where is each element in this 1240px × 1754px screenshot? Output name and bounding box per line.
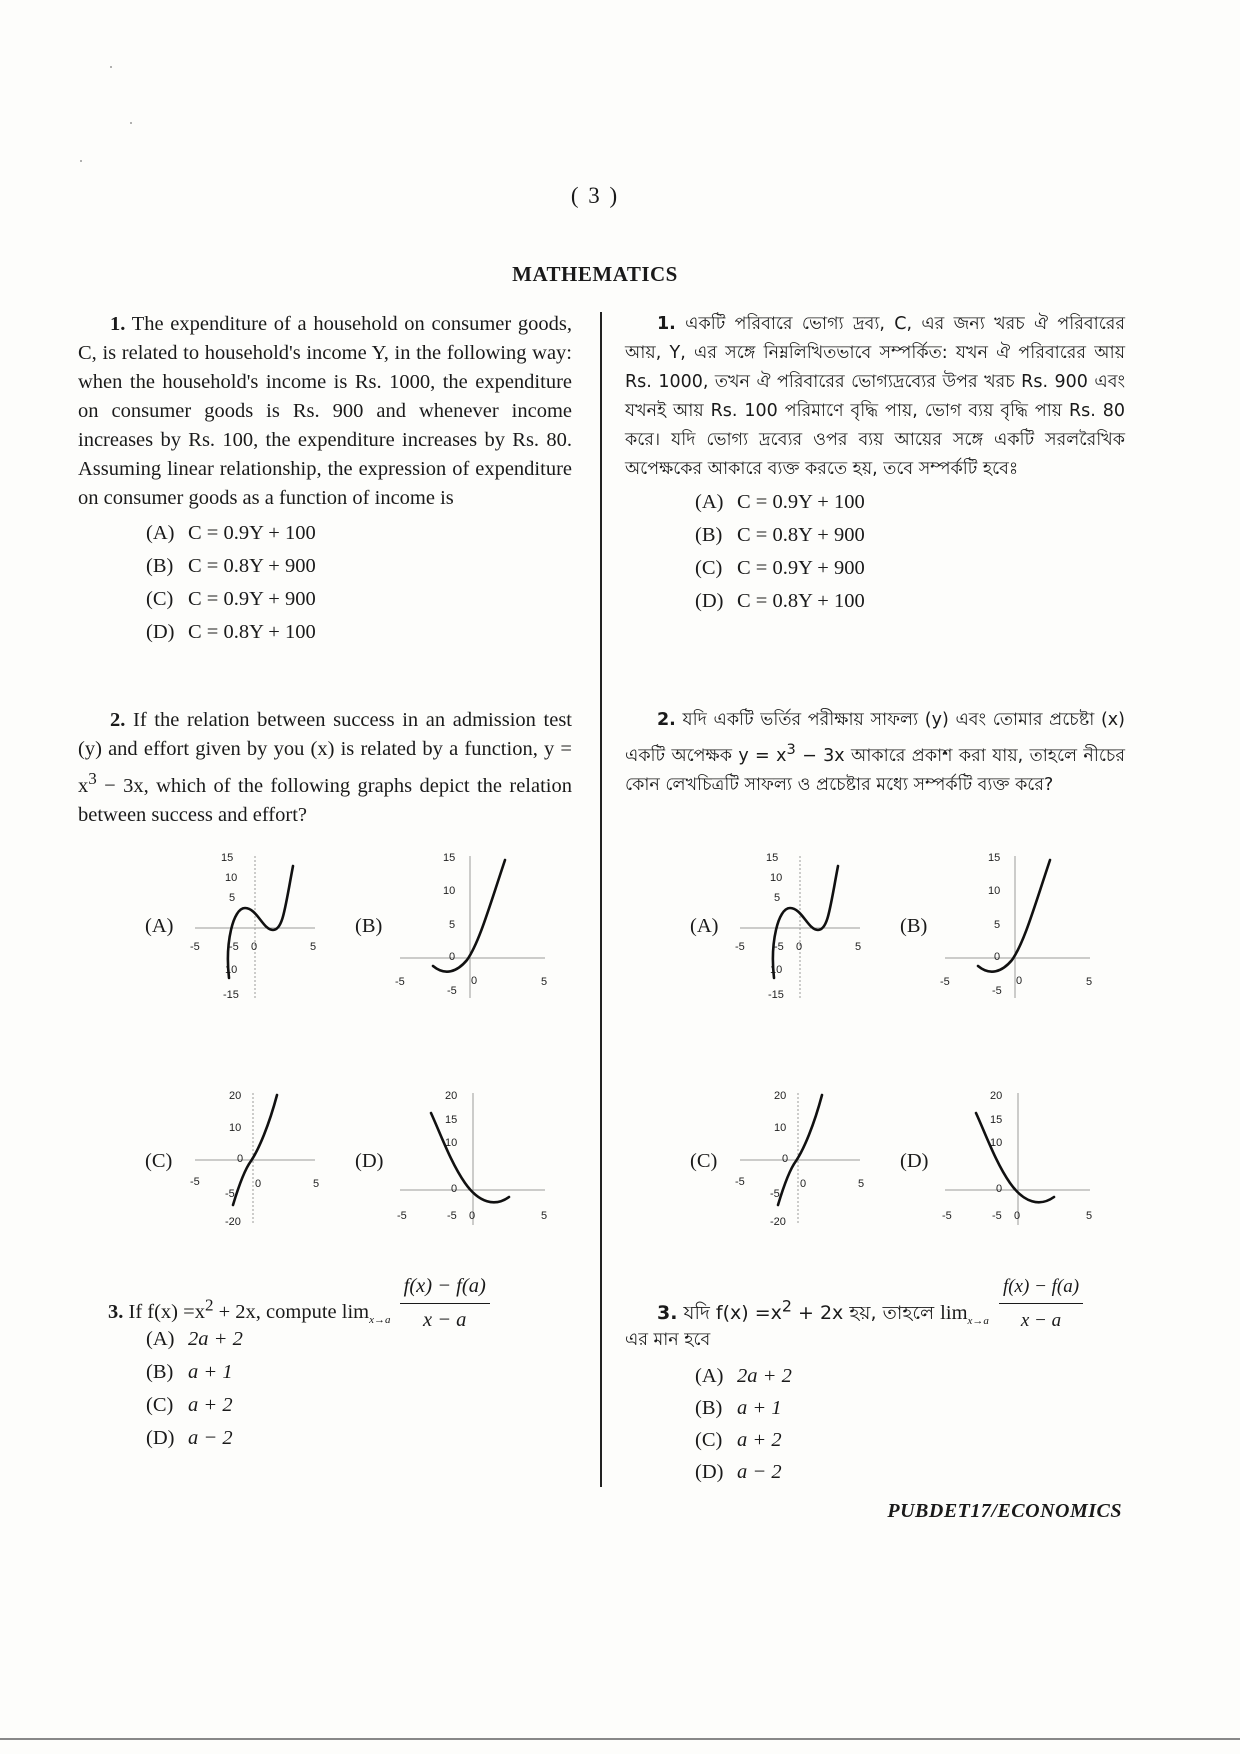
tick-label: 5 xyxy=(1086,976,1093,988)
tick-label: -5 xyxy=(735,941,745,953)
tick-label: -5 xyxy=(940,976,950,988)
option-c[interactable]: (C) a + 2 xyxy=(695,1429,782,1451)
graph-c[interactable] xyxy=(185,1085,325,1235)
option-b[interactable]: (B) a + 1 xyxy=(146,1361,233,1383)
tick-label: 0 xyxy=(782,1153,789,1165)
column-divider xyxy=(600,312,602,1487)
tick-label: -15 xyxy=(223,989,239,1001)
tick-label: 5 xyxy=(1086,1210,1093,1222)
options-list xyxy=(146,517,572,649)
tick-label: -20 xyxy=(225,1216,241,1228)
option-d[interactable]: (D) C = 0.8Y + 100 xyxy=(146,621,316,643)
option-c[interactable]: (C) C = 0.9Y + 900 xyxy=(146,588,316,610)
tick-label: 10 xyxy=(988,885,1001,897)
tick-label: -5 xyxy=(225,1188,235,1200)
tick-label: 5 xyxy=(994,919,1001,931)
graph-label-c[interactable]: (C) xyxy=(145,1150,173,1172)
option-d[interactable]: (D) a − 2 xyxy=(146,1427,233,1449)
tick-label: 5 xyxy=(541,1210,548,1222)
tick-label: 0 xyxy=(469,1210,476,1222)
tick-label: 0 xyxy=(471,975,478,987)
question-text: The expenditure of a household on consumer goods, C, is related to household's income Y, in the following way: when the household's income is Rs. 1000, the expenditure on consumer goods is Rs. 900 and whenever income increases by Rs. 100, the expenditure increases by Rs. 80. Assuming linear relationship, the expression of expenditure on consumer goods as a function of income is xyxy=(78,313,572,509)
graph-label-b[interactable]: (B) xyxy=(900,915,928,937)
scan-speck xyxy=(130,122,132,124)
graph-label-c[interactable]: (C) xyxy=(690,1150,718,1172)
tick-label: 0 xyxy=(255,1178,262,1190)
scan-speck xyxy=(110,66,112,68)
option-b[interactable]: (B) C = 0.8Y + 900 xyxy=(695,524,865,546)
scan-speck xyxy=(80,160,82,162)
graph-b[interactable] xyxy=(940,848,1100,1008)
option-a[interactable]: (A) C = 0.9Y + 100 xyxy=(146,522,316,544)
tick-label: 0 xyxy=(1014,1210,1021,1222)
tick-label: -15 xyxy=(768,989,784,1001)
option-b[interactable]: (B) a + 1 xyxy=(695,1397,782,1419)
tick-label: -20 xyxy=(770,1216,786,1228)
footer-code: PUBDET17/ECONOMICS xyxy=(887,1500,1122,1522)
tick-label: -5 xyxy=(447,985,457,997)
tick-label: 5 xyxy=(855,941,862,953)
graph-c[interactable] xyxy=(730,1085,870,1235)
tick-label: 10 xyxy=(445,1137,458,1149)
tick-label: 0 xyxy=(237,1153,244,1165)
tick-label: -5 xyxy=(395,976,405,988)
graph-label-b[interactable]: (B) xyxy=(355,915,383,937)
tick-label: 10 xyxy=(225,964,238,976)
subject-title: MATHEMATICS xyxy=(512,262,678,286)
question-text: একটি পরিবারে ভোগ্য দ্রব্য, C, এর জন্য খরচ ঐ পরিবারের আয়, Y, এর সঙ্গে নিম্নলিখিতভাবে সম্পর্কিত: যখন ঐ পরিবারের আয় Rs. 1000, তখন ঐ পরিবারের ভোগ্যদ্রব্যের উপর খরচ Rs. 900 এবং যখনই আয় Rs. 100 পরিমাণে বৃদ্ধি পায়, ভোগ ব্যয় বৃদ্ধি পায় Rs. 80 করে। যদি ভোগ্য দ্রব্যের ওপর ব্যয় আয়ের সঙ্গে একটি সরলরৈখিক অপেক্ষকের আকারে ব্যক্ত করতে হয়, তবে সম্পর্কটি হবেঃ xyxy=(625,314,1125,479)
tick-label: 20 xyxy=(445,1090,458,1102)
tick-label: -5 xyxy=(992,985,1002,997)
tick-label: 0 xyxy=(451,1183,458,1195)
tick-label: 10 xyxy=(443,885,456,897)
tick-label: 0 xyxy=(994,951,1001,963)
tick-label: 10 xyxy=(770,964,783,976)
question-number: 2. xyxy=(657,710,676,730)
option-a[interactable]: (A) 2a + 2 xyxy=(695,1365,792,1387)
tick-label: -5 xyxy=(992,1210,1002,1222)
tick-label: -5 xyxy=(229,941,239,953)
graph-label-a[interactable]: (A) xyxy=(145,915,174,937)
graph-a[interactable] xyxy=(185,848,325,1008)
tick-label: 15 xyxy=(221,852,234,864)
tick-label: 0 xyxy=(251,941,258,953)
tick-label: 5 xyxy=(858,1178,865,1190)
tick-label: 15 xyxy=(988,852,1001,864)
option-a[interactable]: (A) C = 0.9Y + 100 xyxy=(695,491,865,513)
english-question-2: 2. If the relation between success in an admission test (y) and effort given by you (x) is related by a function, $y = x^3 - 3x$, which of the following graphs depict the relation between success and effort? xyxy=(78,709,572,826)
tick-label: 15 xyxy=(766,852,779,864)
tick-label: 5 xyxy=(774,892,781,904)
option-d[interactable]: (D) C = 0.8Y + 100 xyxy=(695,590,865,612)
question-number: 3. xyxy=(108,1301,124,1324)
scan-edge-line xyxy=(0,1738,1240,1740)
tick-label: 0 xyxy=(800,1178,807,1190)
tick-label: -5 xyxy=(942,1210,952,1222)
bengali-question-1 xyxy=(625,310,1125,618)
english-question-1 xyxy=(78,310,572,649)
question-number: 3. xyxy=(657,1302,678,1324)
tick-label: 10 xyxy=(229,1122,242,1134)
question-number: 1. xyxy=(657,314,676,334)
graph-d[interactable] xyxy=(395,1085,555,1235)
option-d[interactable]: (D) a − 2 xyxy=(695,1461,782,1483)
tick-label: 0 xyxy=(1016,975,1023,987)
bengali-question-3: 3. যদি $f(x) =x^2 + 2x$ হয়, তাহলে $\lim_{x\to a}$ $\frac{f(x) - f(a)}{x - a}$ এর মান হবে (A) 2a + 2 (B) a + 1 (C) a + 2 (D) a − 2 xyxy=(625,1282,1125,1488)
tick-label: -5 xyxy=(447,1210,457,1222)
tick-label: 0 xyxy=(996,1183,1003,1195)
options-list xyxy=(695,1360,1125,1488)
tick-label: 5 xyxy=(449,919,456,931)
tick-label: 5 xyxy=(313,1178,320,1190)
tick-label: 10 xyxy=(774,1122,787,1134)
tick-label: -5 xyxy=(735,1176,745,1188)
tick-label: 15 xyxy=(990,1114,1003,1126)
bengali-question-2: 2. যদি একটি ভর্তির পরীক্ষায় সাফল্য (y) এবং তোমার প্রচেষ্টা (x) একটি অপেক্ষক $y = x^3 - 3x$ আকারে প্রকাশ করা যায়, তাহলে নীচের কোন লেখচিত্রটি সাফল্য ও প্রচেষ্টার মধ্যে সম্পর্কটি ব্যক্ত করে? xyxy=(625,710,1125,795)
tick-label: 10 xyxy=(990,1137,1003,1149)
question-tail: এর মান হবে xyxy=(625,1330,711,1350)
tick-label: 10 xyxy=(225,872,238,884)
limit-fraction: $\frac{f(x) - f(a)}{x - a}$ xyxy=(400,1272,490,1335)
option-c[interactable]: (C) a + 2 xyxy=(146,1394,233,1416)
question-number: 1. xyxy=(110,313,126,335)
tick-label: 20 xyxy=(774,1090,787,1102)
tick-label: 15 xyxy=(443,852,456,864)
graph-a[interactable] xyxy=(730,848,870,1008)
tick-label: 10 xyxy=(770,872,783,884)
tick-label: 5 xyxy=(541,976,548,988)
graph-d[interactable] xyxy=(940,1085,1100,1235)
tick-label: -5 xyxy=(774,941,784,953)
graph-label-d[interactable]: (D) xyxy=(355,1150,384,1172)
tick-label: -5 xyxy=(190,1176,200,1188)
page-number: ( 3 ) xyxy=(570,183,620,208)
limit-fraction: $\frac{f(x) - f(a)}{x - a}$ xyxy=(999,1272,1083,1335)
tick-label: 5 xyxy=(310,941,317,953)
question-number: 2. xyxy=(110,709,126,731)
english-question-3: 3. If $f(x) =x^2 + 2x$, compute $\lim_{x\to a}$ $\frac{f(x) - f(a)}{x - a}$ (A) 2a + 2 (B) a + 1 (C) a + 2 (D) a − 2 xyxy=(108,1282,578,1455)
graph-label-d[interactable]: (D) xyxy=(900,1150,929,1172)
tick-label: 15 xyxy=(445,1114,458,1126)
tick-label: -5 xyxy=(397,1210,407,1222)
tick-label: 0 xyxy=(796,941,803,953)
tick-label: 20 xyxy=(229,1090,242,1102)
tick-label: -5 xyxy=(190,941,200,953)
tick-label: 20 xyxy=(990,1090,1003,1102)
option-b[interactable]: (B) C = 0.8Y + 900 xyxy=(146,555,316,577)
option-a[interactable]: (A) 2a + 2 xyxy=(146,1328,243,1350)
options-list xyxy=(695,486,1125,618)
tick-label: 0 xyxy=(449,951,456,963)
graph-label-a[interactable]: (A) xyxy=(690,915,719,937)
graph-b[interactable] xyxy=(395,848,555,1008)
tick-label: -5 xyxy=(770,1188,780,1200)
option-c[interactable]: (C) C = 0.9Y + 900 xyxy=(695,557,865,579)
tick-label: 5 xyxy=(229,892,236,904)
